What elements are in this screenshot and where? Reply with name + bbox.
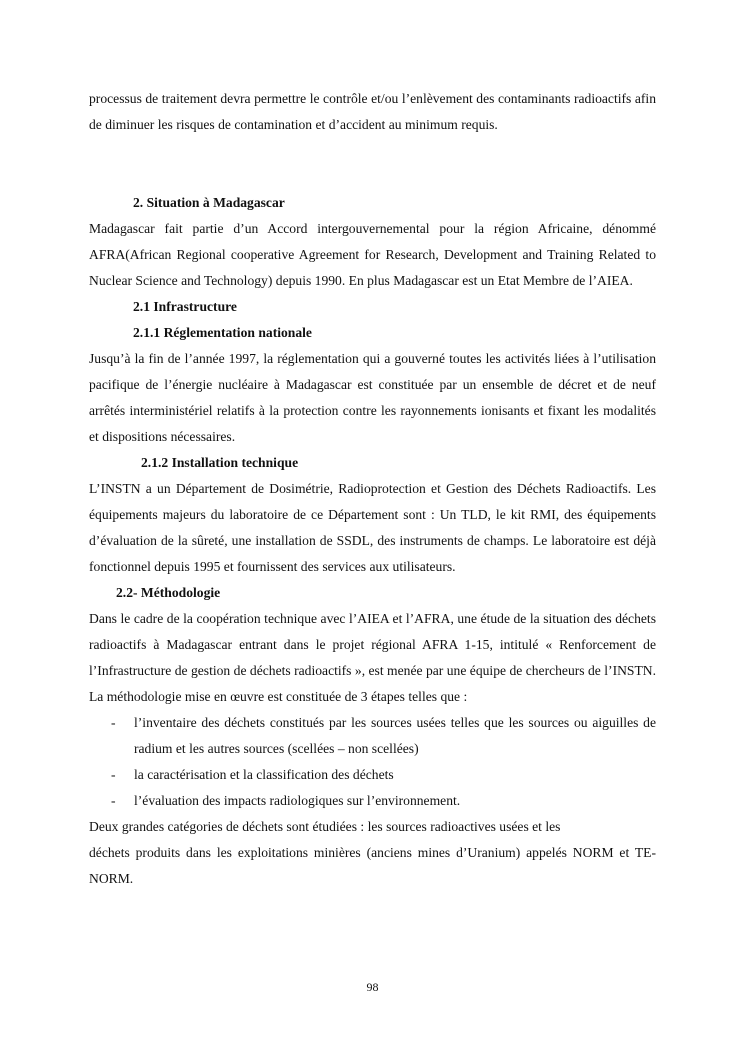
dash-bullet: - (111, 767, 116, 782)
heading-methodologie: 2.2- Méthodologie (116, 585, 221, 600)
list-item-text: l’inventaire des déchets constitués par les sources usées telles que les sources ou aiguilles de radium et les autres sources (scellées – non scellées) (134, 715, 656, 756)
list-item (89, 762, 656, 788)
heading-situation-madagascar: 2. Situation à Madagascar (133, 195, 285, 210)
heading-infrastructure: 2.1 Infrastructure (133, 299, 237, 314)
paragraph-methodologie: Dans le cadre de la coopération technique avec l’AIEA et l’AFRA, une étude de la situation des déchets radioactifs à Madagascar entrant dans le projet régional AFRA 1-15, intitulé « Renforcement de l’Infrastructure de gestion de déchets radioactifs », est menée par une équipe de chercheurs de l’INSTN. La méthodologie mise en œuvre est constituée de 3 étapes telles que : (89, 611, 656, 704)
list-item (89, 710, 656, 762)
paragraph-reglementation-nationale: Jusqu’à la fin de l’année 1997, la réglementation qui a gouverné toutes les activités liées à l’utilisation pacifique de l’énergie nucléaire à Madagascar est constituée par un ensemble de décret et de neuf arrêtés interministériel relatifs à la protection contre les rayonnements ionisants et fixant les modalités et dispositions nécessaires. (89, 351, 656, 444)
intro-paragraph: processus de traitement devra permettre le contrôle et/ou l’enlèvement des contaminants radioactifs afin de diminuer les risques de contamination et d’accident au minimum requis. (89, 91, 656, 132)
page-number: 98 (366, 980, 379, 994)
list-item-text: l’évaluation des impacts radiologiques sur l’environnement. (134, 793, 461, 808)
page-content (89, 86, 656, 892)
closing-line-1: Deux grandes catégories de déchets sont étudiées : les sources radioactives usées et les (89, 819, 561, 834)
dash-bullet: - (111, 715, 116, 730)
paragraph-installation-technique: L’INSTN a un Département de Dosimétrie, Radioprotection et Gestion des Déchets Radioactifs. Les équipements majeurs du laboratoire de ce Département sont : Un TLD, le kit RMI, des équipements d’évaluation de la sûreté, une installation de SSDL, des instruments de champs. Le laboratoire est déjà fonctionnel depuis 1995 et fournissent des services aux utilisateurs. (89, 481, 656, 574)
closing-line-2: déchets produits dans les exploitations minières (anciens mines d’Uranium) appelés NORM et TE-NORM. (89, 845, 656, 886)
heading-reglementation-nationale: 2.1.1 Réglementation nationale (133, 325, 312, 340)
section-spacer (89, 138, 656, 190)
paragraph-situation-madagascar: Madagascar fait partie d’un Accord intergouvernemental pour la région Africaine, dénommé AFRA(African Regional cooperative Agreement for Research, Development and Training Related to Nuclear Science and Technology) depuis 1990. En plus Madagascar est un Etat Membre de l’AIEA. (89, 221, 656, 288)
list-item (89, 788, 656, 814)
methodology-steps-list (89, 710, 656, 814)
list-item-text: la caractérisation et la classification des déchets (134, 767, 394, 782)
dash-bullet: - (111, 793, 116, 808)
heading-installation-technique: 2.1.2 Installation technique (141, 455, 299, 470)
